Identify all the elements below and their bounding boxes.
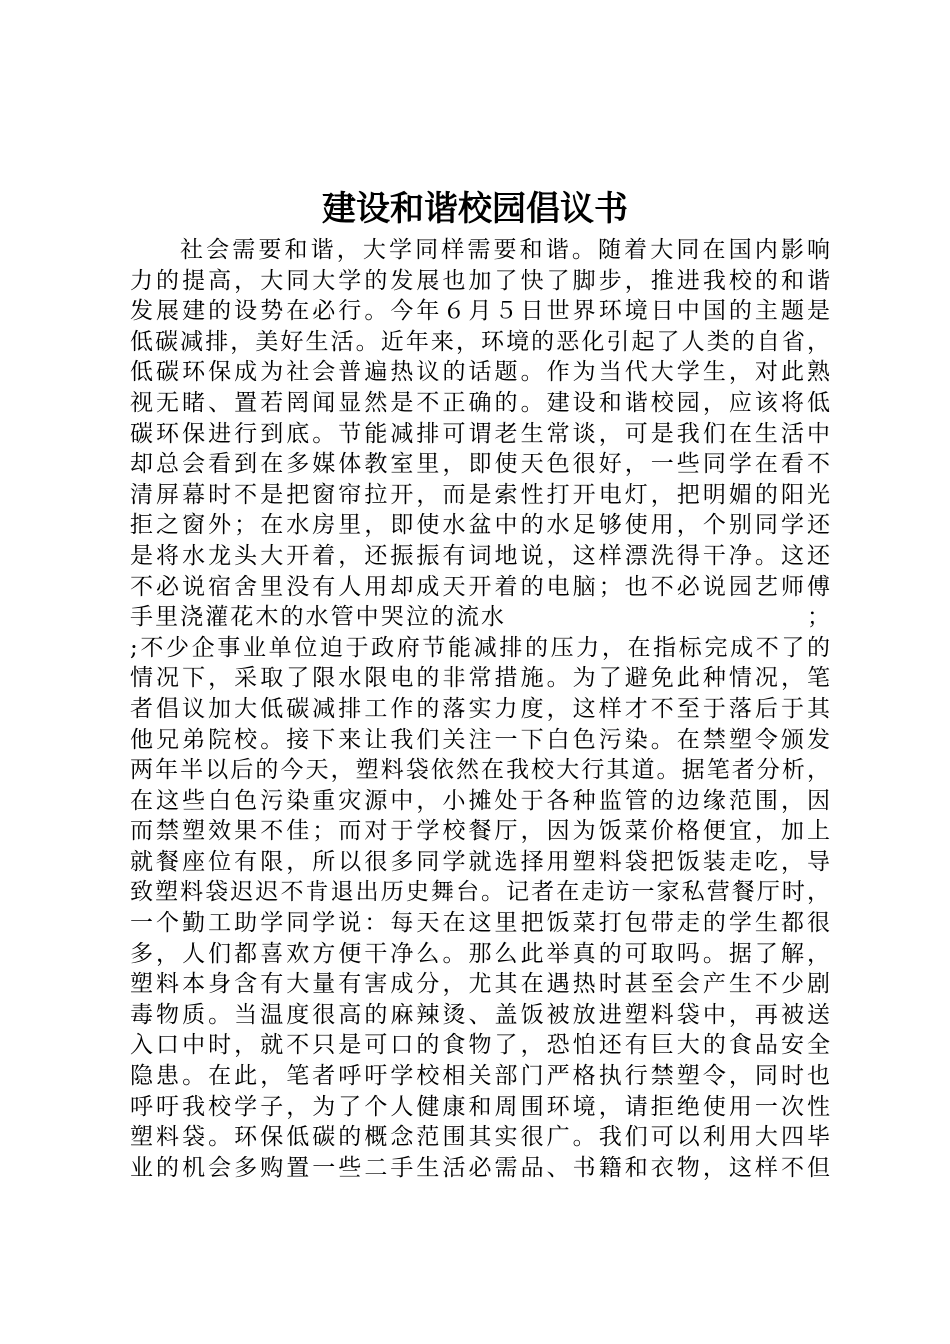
body-line: 就餐座位有限，所以很多同学就选择用塑料袋把饭装走吃，导: [130, 848, 830, 875]
body-line: 业的机会多购置一些二手生活必需品、书籍和衣物，这样不但: [130, 1154, 830, 1181]
body-line: 清屏幕时不是把窗帘拉开，而是索性打开电灯，把明媚的阳光: [130, 481, 830, 508]
body-line: 隐患。在此，笔者呼吁学校相关部门严格执行禁塑令，同时也: [130, 1063, 830, 1090]
body-line: 者倡议加大低碳减排工作的落实力度，这样才不至于落后于其: [130, 695, 830, 722]
body-line: 力的提高，大同大学的发展也加了快了脚步，推进我校的和谐: [130, 267, 830, 294]
body-line: 低碳环保成为社会普遍热议的话题。作为当代大学生，对此熟: [130, 359, 830, 386]
body-line: 情况下，采取了限水限电的非常措施。为了避免此种情况，笔: [130, 665, 830, 692]
body-line: 而禁塑效果不佳；而对于学校餐厅，因为饭菜价格便宜，加上: [130, 818, 830, 845]
body-line: 不必说宿舍里没有人用却成天开着的电脑；也不必说园艺师傅: [130, 573, 830, 600]
body-line: 视无睹、置若罔闻显然是不正确的。建设和谐校园，应该将低: [130, 389, 830, 416]
body-line: 发展建的设势在必行。今年６月５日世界环境日中国的主题是: [130, 298, 830, 325]
body-line: ;不少企事业单位迫于政府节能减排的压力，在指标完成不了的: [130, 634, 830, 661]
body-line: 手里浇灌花木的水管中哭泣的流水 ；: [130, 604, 830, 631]
body-line: 毒物质。当温度很高的麻辣烫、盖饭被放进塑料袋中，再被送: [130, 1001, 830, 1028]
body-line: 在这些白色污染重灾源中，小摊处于各种监管的边缘范围，因: [130, 787, 830, 814]
body-line: 多，人们都喜欢方便干净么。那么此举真的可取吗。据了解，: [130, 940, 830, 967]
body-line: 却总会看到在多媒体教室里，即使天色很好，一些同学在看不: [130, 451, 830, 478]
body-line: 他兄弟院校。接下来让我们关注一下白色污染。在禁塑令颁发: [130, 726, 830, 753]
body-line: 拒之窗外；在水房里，即使水盆中的水足够使用，个别同学还: [130, 512, 830, 539]
body-line: 碳环保进行到底。节能减排可谓老生常谈，可是我们在生活中: [130, 420, 830, 447]
body-line: 一个勤工助学同学说：每天在这里把饭菜打包带走的学生都很: [130, 910, 830, 937]
body-line: 入口中时，就不只是可口的食物了，恐怕还有巨大的食品安全: [130, 1032, 830, 1059]
body-line: 致塑料袋迟迟不肯退出历史舞台。记者在走访一家私营餐厅时，: [130, 879, 830, 906]
body-line: 呼吁我校学子，为了个人健康和周围环境，请拒绝使用一次性: [130, 1093, 830, 1120]
document-body: [130, 235, 830, 1183]
body-line: 塑料本身含有大量有害成分，尤其在遇热时甚至会产生不少剧: [130, 971, 830, 998]
body-line: 低碳减排，美好生活。近年来，环境的恶化引起了人类的自省，: [130, 328, 830, 355]
document-title: 建设和谐校园倡议书: [322, 189, 628, 229]
body-line: 社会需要和谐，大学同样需要和谐。随着大同在国内影响: [180, 237, 830, 263]
body-line: 两年半以后的今天，塑料袋依然在我校大行其道。据笔者分析，: [130, 757, 830, 784]
body-line: 塑料袋。环保低碳的概念范围其实很广。我们可以利用大四毕: [130, 1124, 830, 1151]
body-line: 是将水龙头大开着，还振振有词地说，这样漂洗得干净。这还: [130, 542, 830, 569]
